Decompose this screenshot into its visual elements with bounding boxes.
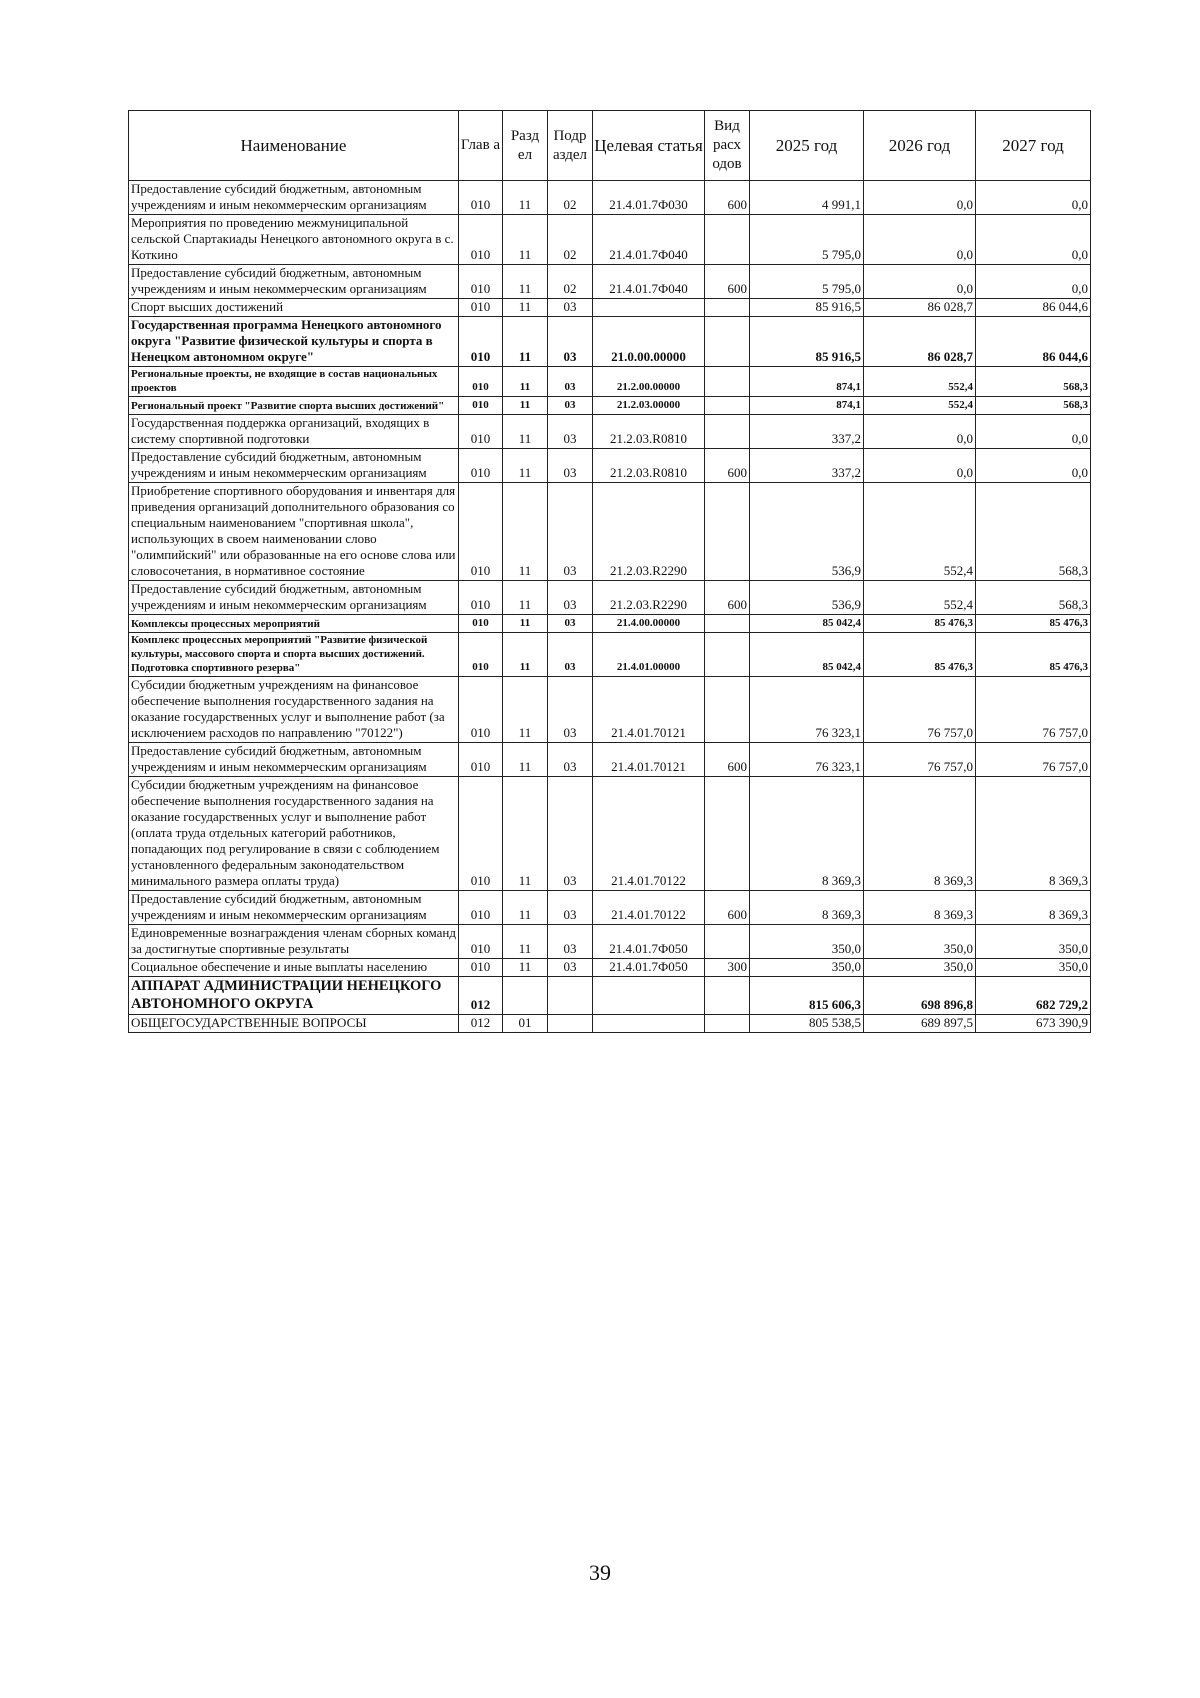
cell-podrazdel: 02 [548,215,593,265]
cell-vid [705,299,750,317]
cell-target: 21.4.01.7Ф040 [593,265,705,299]
table-row [129,615,1091,633]
cell-razdel: 11 [503,181,548,215]
cell-podrazdel [548,1015,593,1033]
cell-target: 21.4.01.7Ф050 [593,925,705,959]
header-glava: Глав а [459,111,503,181]
cell-podrazdel: 03 [548,483,593,581]
cell-2027: 568,3 [976,397,1091,415]
cell-2026: 350,0 [864,959,976,977]
cell-2027: 0,0 [976,449,1091,483]
cell-vid: 600 [705,891,750,925]
cell-podrazdel: 03 [548,367,593,397]
cell-2025: 85 916,5 [750,317,864,367]
cell-vid [705,397,750,415]
cell-2027: 350,0 [976,925,1091,959]
cell-razdel: 11 [503,367,548,397]
cell-2027: 85 476,3 [976,615,1091,633]
cell-2025: 874,1 [750,397,864,415]
cell-2026: 76 757,0 [864,743,976,777]
cell-vid [705,483,750,581]
cell-2026: 0,0 [864,215,976,265]
cell-name: Мероприятия по проведению межмуниципальной сельской Спартакиады Ненецкого автономного округа в с. Коткино [129,215,459,265]
cell-name: Предоставление субсидий бюджетным, автономным учреждениям и иным некоммерческим организациям [129,743,459,777]
table-row [129,677,1091,743]
table-row [129,959,1091,977]
cell-podrazdel: 03 [548,777,593,891]
cell-vid: 300 [705,959,750,977]
cell-2025: 350,0 [750,959,864,977]
cell-2027: 8 369,3 [976,891,1091,925]
cell-2027: 350,0 [976,959,1091,977]
cell-name: Предоставление субсидий бюджетным, автономным учреждениям и иным некоммерческим организациям [129,265,459,299]
cell-podrazdel: 03 [548,891,593,925]
cell-2025: 536,9 [750,483,864,581]
cell-name: Социальное обеспечение и иные выплаты населению [129,959,459,977]
cell-target: 21.2.03.R2290 [593,483,705,581]
cell-target: 21.2.00.00000 [593,367,705,397]
table-row [129,317,1091,367]
cell-vid [705,415,750,449]
cell-2025: 337,2 [750,415,864,449]
cell-glava: 010 [459,265,503,299]
cell-vid [705,1015,750,1033]
cell-glava: 010 [459,483,503,581]
cell-razdel: 11 [503,415,548,449]
cell-podrazdel: 03 [548,615,593,633]
cell-vid [705,633,750,677]
cell-glava: 010 [459,317,503,367]
cell-razdel: 01 [503,1015,548,1033]
cell-podrazdel: 03 [548,415,593,449]
cell-glava: 010 [459,181,503,215]
cell-glava: 010 [459,397,503,415]
cell-2026: 698 896,8 [864,977,976,1015]
cell-glava: 012 [459,977,503,1015]
cell-glava: 010 [459,415,503,449]
cell-podrazdel [548,977,593,1015]
cell-podrazdel: 03 [548,449,593,483]
cell-vid [705,615,750,633]
cell-2026: 86 028,7 [864,317,976,367]
cell-2026: 552,4 [864,483,976,581]
cell-podrazdel: 03 [548,925,593,959]
cell-2025: 874,1 [750,367,864,397]
cell-podrazdel: 03 [548,299,593,317]
cell-glava: 010 [459,367,503,397]
table-row [129,581,1091,615]
cell-2025: 805 538,5 [750,1015,864,1033]
table-row [129,215,1091,265]
cell-podrazdel: 02 [548,181,593,215]
cell-razdel: 11 [503,677,548,743]
cell-vid [705,977,750,1015]
cell-razdel: 11 [503,925,548,959]
cell-2027: 0,0 [976,215,1091,265]
cell-2025: 76 323,1 [750,743,864,777]
cell-2027: 85 476,3 [976,633,1091,677]
cell-razdel: 11 [503,959,548,977]
cell-2026: 85 476,3 [864,615,976,633]
cell-vid [705,777,750,891]
cell-2026: 0,0 [864,265,976,299]
cell-vid [705,925,750,959]
cell-podrazdel: 03 [548,397,593,415]
cell-2026: 689 897,5 [864,1015,976,1033]
cell-2025: 536,9 [750,581,864,615]
table-row [129,891,1091,925]
cell-vid [705,317,750,367]
cell-2027: 568,3 [976,581,1091,615]
cell-2026: 85 476,3 [864,633,976,677]
cell-name: Спорт высших достижений [129,299,459,317]
cell-2026: 552,4 [864,367,976,397]
cell-razdel: 11 [503,215,548,265]
table-row [129,367,1091,397]
cell-name: Субсидии бюджетным учреждениям на финансовое обеспечение выполнения государственного задания на оказание государственных услуг и выполнение работ (за исключением расходов по направлению "70122") [129,677,459,743]
table-row [129,449,1091,483]
cell-glava: 012 [459,1015,503,1033]
cell-2025: 4 991,1 [750,181,864,215]
cell-2025: 337,2 [750,449,864,483]
header-vid: Вид расх одов [705,111,750,181]
table-row [129,265,1091,299]
cell-podrazdel: 02 [548,265,593,299]
page-number: 39 [589,1560,611,1585]
cell-glava: 010 [459,777,503,891]
budget-table [128,110,1091,1033]
cell-razdel: 11 [503,743,548,777]
cell-2025: 5 795,0 [750,215,864,265]
header-target: Целевая статья [593,111,705,181]
cell-vid [705,677,750,743]
cell-2027: 568,3 [976,483,1091,581]
cell-name: Комплекс процессных мероприятий "Развитие физической культуры, массового спорта и спорта высших достижений. Подготовка спортивного резерва" [129,633,459,677]
cell-2027: 86 044,6 [976,299,1091,317]
cell-razdel: 11 [503,891,548,925]
cell-2027: 673 390,9 [976,1015,1091,1033]
cell-2025: 8 369,3 [750,777,864,891]
cell-name: Предоставление субсидий бюджетным, автономным учреждениям и иным некоммерческим организациям [129,581,459,615]
table-row [129,181,1091,215]
cell-razdel: 11 [503,615,548,633]
cell-2025: 815 606,3 [750,977,864,1015]
cell-podrazdel: 03 [548,633,593,677]
cell-glava: 010 [459,449,503,483]
cell-2026: 552,4 [864,581,976,615]
cell-razdel: 11 [503,449,548,483]
table-header-row [129,111,1091,181]
table-row [129,415,1091,449]
cell-target: 21.4.00.00000 [593,615,705,633]
header-podrazdel: Подр аздел [548,111,593,181]
table-row [129,925,1091,959]
cell-glava: 010 [459,743,503,777]
cell-2027: 76 757,0 [976,743,1091,777]
cell-2026: 350,0 [864,925,976,959]
cell-2027: 568,3 [976,367,1091,397]
cell-2025: 85 916,5 [750,299,864,317]
cell-2025: 5 795,0 [750,265,864,299]
cell-name: Субсидии бюджетным учреждениям на финансовое обеспечение выполнения государственного задания на оказание государственных услуг и выполнение работ (оплата труда отдельных категорий работников, попадающих под регулирование в связи с соблюдением установленного федеральным законодательством минимального размера оплаты труда) [129,777,459,891]
cell-name: Приобретение спортивного оборудования и инвентаря для приведения организаций дополнительного образования со специальным наименованием "спортивная школа", использующих в своем наименовании слово "олимпийский" или образованные на его основе слова или словосочетания, в нормативное состояние [129,483,459,581]
header-razdel: Разд ел [503,111,548,181]
cell-target: 21.2.03.00000 [593,397,705,415]
cell-name: Единовременные вознаграждения членам сборных команд за достигнутые спортивные результаты [129,925,459,959]
cell-target: 21.4.01.7Ф030 [593,181,705,215]
cell-target: 21.2.03.R2290 [593,581,705,615]
cell-vid: 600 [705,181,750,215]
table-body [129,181,1091,1033]
cell-target: 21.4.01.70122 [593,777,705,891]
cell-glava: 010 [459,299,503,317]
cell-2025: 85 042,4 [750,615,864,633]
cell-name: Государственная поддержка организаций, входящих в систему спортивной подготовки [129,415,459,449]
cell-vid: 600 [705,449,750,483]
cell-name: Региональный проект "Развитие спорта высших достижений" [129,397,459,415]
cell-podrazdel: 03 [548,677,593,743]
cell-razdel: 11 [503,265,548,299]
cell-target: 21.4.01.7Ф050 [593,959,705,977]
cell-name: АППАРАТ АДМИНИСТРАЦИИ НЕНЕЦКОГО АВТОНОМНОГО ОКРУГА [129,977,459,1015]
cell-2025: 8 369,3 [750,891,864,925]
cell-vid: 600 [705,265,750,299]
cell-2026: 8 369,3 [864,891,976,925]
cell-vid: 600 [705,581,750,615]
cell-2027: 76 757,0 [976,677,1091,743]
cell-glava: 010 [459,677,503,743]
cell-2025: 76 323,1 [750,677,864,743]
cell-2027: 8 369,3 [976,777,1091,891]
table-row [129,777,1091,891]
cell-2026: 552,4 [864,397,976,415]
cell-glava: 010 [459,581,503,615]
cell-2025: 85 042,4 [750,633,864,677]
cell-2026: 0,0 [864,415,976,449]
cell-razdel: 11 [503,317,548,367]
table-row [129,483,1091,581]
header-name: Наименование [129,111,459,181]
cell-razdel: 11 [503,299,548,317]
cell-target: 21.2.03.R0810 [593,449,705,483]
cell-vid [705,215,750,265]
cell-glava: 010 [459,925,503,959]
cell-2027: 0,0 [976,265,1091,299]
table-row [129,299,1091,317]
cell-2026: 8 369,3 [864,777,976,891]
cell-name: Государственная программа Ненецкого автономного округа "Развитие физической культуры и спорта в Ненецком автономном округе" [129,317,459,367]
cell-razdel: 11 [503,397,548,415]
cell-glava: 010 [459,215,503,265]
cell-target [593,1015,705,1033]
table-row [129,633,1091,677]
cell-2027: 0,0 [976,181,1091,215]
cell-vid [705,367,750,397]
table-row [129,743,1091,777]
cell-podrazdel: 03 [548,317,593,367]
cell-target: 21.2.03.R0810 [593,415,705,449]
cell-podrazdel: 03 [548,743,593,777]
cell-name: Региональные проекты, не входящие в состав национальных проектов [129,367,459,397]
cell-target [593,299,705,317]
cell-2025: 350,0 [750,925,864,959]
cell-razdel: 11 [503,483,548,581]
cell-razdel: 11 [503,633,548,677]
cell-razdel: 11 [503,777,548,891]
header-2025: 2025 год [750,111,864,181]
cell-target: 21.4.01.00000 [593,633,705,677]
header-2026: 2026 год [864,111,976,181]
cell-name: Предоставление субсидий бюджетным, автономным учреждениям и иным некоммерческим организациям [129,891,459,925]
cell-name: Комплексы процессных мероприятий [129,615,459,633]
table-row [129,397,1091,415]
cell-vid: 600 [705,743,750,777]
cell-2026: 76 757,0 [864,677,976,743]
cell-name: Предоставление субсидий бюджетным, автономным учреждениям и иным некоммерческим организациям [129,181,459,215]
cell-target: 21.4.01.7Ф040 [593,215,705,265]
cell-2027: 682 729,2 [976,977,1091,1015]
cell-razdel [503,977,548,1015]
cell-glava: 010 [459,891,503,925]
cell-2026: 0,0 [864,449,976,483]
cell-target: 21.4.01.70122 [593,891,705,925]
cell-target: 21.4.01.70121 [593,677,705,743]
cell-podrazdel: 03 [548,581,593,615]
table-row [129,977,1091,1015]
table-row [129,1015,1091,1033]
cell-razdel: 11 [503,581,548,615]
cell-name: Предоставление субсидий бюджетным, автономным учреждениям и иным некоммерческим организациям [129,449,459,483]
cell-2026: 0,0 [864,181,976,215]
header-2027: 2027 год [976,111,1091,181]
cell-2027: 86 044,6 [976,317,1091,367]
cell-name: ОБЩЕГОСУДАРСТВЕННЫЕ ВОПРОСЫ [129,1015,459,1033]
cell-target: 21.4.01.70121 [593,743,705,777]
cell-glava: 010 [459,615,503,633]
cell-glava: 010 [459,633,503,677]
cell-glava: 010 [459,959,503,977]
cell-target: 21.0.00.00000 [593,317,705,367]
cell-2027: 0,0 [976,415,1091,449]
cell-2026: 86 028,7 [864,299,976,317]
cell-target [593,977,705,1015]
cell-podrazdel: 03 [548,959,593,977]
